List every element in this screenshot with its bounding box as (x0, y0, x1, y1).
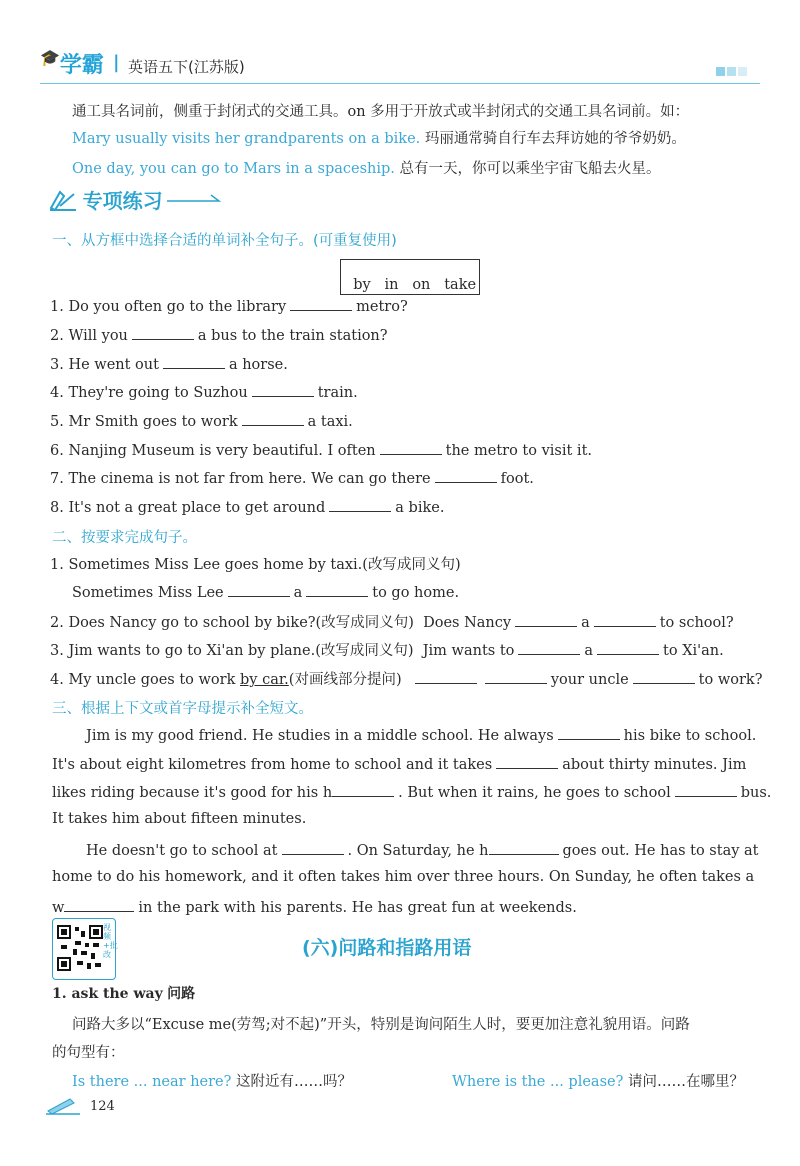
part1-item-3: 3. He went out a horse. (50, 354, 288, 373)
part2-heading: 二、按要求完成句子。 (52, 530, 197, 546)
answer-blank[interactable] (489, 840, 559, 855)
part1-item-5: 5. Mr Smith goes to work a taxi. (50, 411, 353, 430)
intro-example-1: Mary usually visits her grandparents on a bike. 玛丽通常骑自行车去拜访她的爷爷奶奶。 (72, 131, 686, 147)
footer-pencil-icon (46, 1097, 82, 1119)
answer-blank[interactable] (515, 612, 577, 627)
answer-blank[interactable] (329, 497, 391, 512)
section-title: 专项练习 (48, 185, 227, 214)
intro-line: 通工具名词前，侧重于封闭式的交通工具。on 多用于开放式或半封闭式的交通工具名词前。如： (72, 104, 690, 120)
ask-way-body-1: 问路大多以“Excuse me(劳驾;对不起)”开头，特别是询问陌生人时，要更加注意礼貌用语。问路 (72, 1017, 690, 1033)
answer-blank[interactable] (163, 354, 225, 369)
ask-way-heading: 1. ask the way 问路 (52, 986, 196, 1002)
part2-q4: 4. My uncle goes to work by car.(对画线部分提问) your uncle to work? (50, 668, 762, 689)
pencil-book-icon (48, 188, 78, 212)
answer-blank[interactable] (242, 411, 304, 426)
answer-blank[interactable] (282, 840, 344, 855)
answer-blank[interactable] (633, 669, 695, 684)
page-number: 124 (90, 1099, 115, 1114)
intro-example-2: One day, you can go to Mars in a spaceship. 总有一天，你可以乘坐宇宙飞船去火星。 (72, 161, 661, 177)
part1-item-2: 2. Will you a bus to the train station? (50, 325, 388, 344)
part2-q2: 2. Does Nancy go to school by bike?(改写成同义句) Does Nancy a to school? (50, 611, 734, 632)
book-title: 英语五下(江苏版) (128, 58, 245, 76)
answer-blank[interactable] (518, 640, 580, 655)
part2-q1-answer: Sometimes Miss Lee a to go home. (72, 582, 459, 601)
answer-blank[interactable] (485, 669, 547, 684)
qr-label: 视频+批改 (103, 923, 118, 959)
part1-item-1: 1. Do you often go to the library metro? (50, 296, 408, 315)
answer-blank[interactable] (558, 725, 620, 740)
title-arrow-icon (167, 191, 227, 209)
passage-p1-line3: likes riding because it's good for his h . But when it rains, he goes to school bus. (52, 782, 771, 801)
ask-way-body-2: 的句型有： (52, 1045, 125, 1061)
answer-blank[interactable] (380, 440, 442, 455)
answer-blank[interactable] (675, 782, 737, 797)
header-divider: | (113, 52, 120, 73)
passage-p1-line4: It takes him about fifteen minutes. (52, 811, 307, 827)
part3-heading: 三、根据上下文或首字母提示补全短文。 (52, 701, 313, 717)
qr-code-icon[interactable] (52, 918, 116, 980)
logo: 🎓学霸 (40, 48, 104, 78)
part1-item-8: 8. It's not a great place to get around a bike. (50, 497, 444, 516)
part1-heading: 一、从方框中选择合适的单词补全句子。(可重复使用) (52, 233, 397, 249)
passage-p2-line1: He doesn't go to school at . On Saturday, he h goes out. He has to stay at (86, 840, 759, 859)
logo-cap-icon: 🎓 (40, 48, 60, 67)
part2-q1: 1. Sometimes Miss Lee goes home by taxi.(改写成同义句) (50, 557, 461, 573)
section6-title: (六)问路和指路用语 (302, 937, 472, 959)
word-box: by in on take (340, 259, 480, 295)
answer-blank[interactable] (496, 754, 558, 769)
part2-q3: 3. Jim wants to go to Xi'an by plane.(改写成同义句) Jim wants to a to Xi'an. (50, 639, 724, 660)
part1-item-7: 7. The cinema is not far from here. We can go there foot. (50, 468, 534, 487)
part1-item-6: 6. Nanjing Museum is very beautiful. I often the metro to visit it. (50, 440, 592, 459)
answer-blank[interactable] (332, 782, 394, 797)
answer-blank[interactable] (435, 468, 497, 483)
ask-way-example-1: Is there ... near here? 这附近有……吗？ (72, 1074, 353, 1090)
passage-p2-line2: home to do his homework, and it often takes him over three hours. On Sunday, he often takes a (52, 869, 755, 885)
passage-p1-line1: Jim is my good friend. He studies in a middle school. He always his bike to school. (86, 725, 756, 744)
ask-way-example-2: Where is the ... please? 请问……在哪里？ (452, 1074, 744, 1090)
passage-p1-line2: It's about eight kilometres from home to school and it takes about thirty minutes. Jim (52, 754, 746, 773)
answer-blank[interactable] (594, 612, 656, 627)
answer-blank[interactable] (64, 897, 134, 912)
header-rule (40, 83, 760, 84)
part1-item-4: 4. They're going to Suzhou train. (50, 382, 358, 401)
answer-blank[interactable] (306, 582, 368, 597)
answer-blank[interactable] (132, 325, 194, 340)
answer-blank[interactable] (252, 382, 314, 397)
answer-blank[interactable] (597, 640, 659, 655)
header-squares-icon (716, 64, 747, 80)
answer-blank[interactable] (415, 669, 477, 684)
answer-blank[interactable] (228, 582, 290, 597)
passage-p2-line3: w in the park with his parents. He has great fun at weekends. (52, 897, 577, 916)
answer-blank[interactable] (290, 296, 352, 311)
